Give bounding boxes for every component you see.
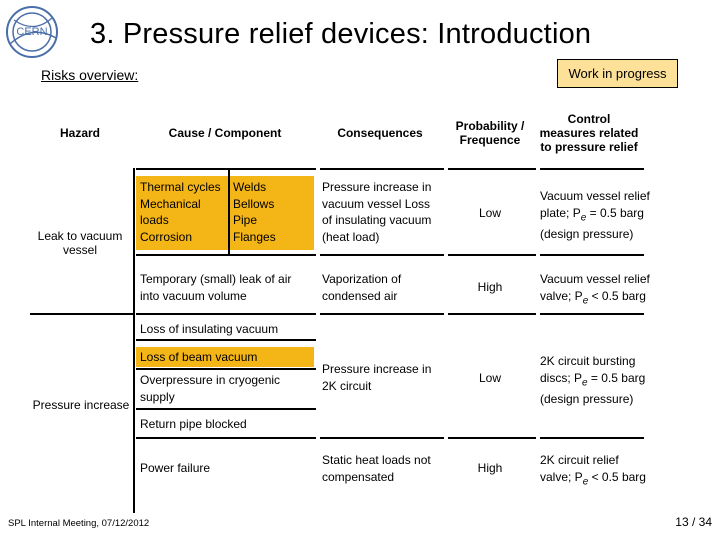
control-3: 2K circuit bursting discs; $P_e = 0.5$ barg (design pressure) [540, 354, 646, 407]
table-line [448, 437, 536, 439]
table-vline [133, 168, 135, 513]
header-consequences: Consequences [337, 125, 423, 140]
table-line [136, 313, 316, 315]
component-item: Pipe [233, 213, 258, 227]
slide-title: 3. Pressure relief devices: Introduction [90, 18, 592, 50]
component-item: Bellows [233, 196, 275, 211]
cause-temporary-leak: Temporary (small) leak of air into vacuum volume [140, 272, 292, 303]
work-in-progress-badge: Work in progress [557, 59, 678, 88]
table-line [448, 168, 536, 170]
cause-return-pipe: Return pipe blocked [140, 417, 247, 431]
table-line [136, 168, 316, 170]
header-probability: Probability / Frequence [455, 118, 525, 147]
control-1: Vacuum vessel relief plate; $P_e = 0.5$ barg (design pressure) [540, 189, 650, 242]
cause-power-failure: Power failure [140, 461, 211, 475]
table-vline [228, 168, 230, 254]
risks-subtitle: Risks overview: [41, 67, 139, 83]
table-line [540, 313, 644, 315]
logo-text: CERN [16, 26, 48, 38]
probability-2: High [477, 280, 503, 294]
header-control: Control measures related to pressure relief [539, 111, 639, 154]
table-line [136, 437, 316, 439]
consequence-3: Pressure increase in 2K circuit [322, 362, 432, 393]
cause-item: Thermal cycles [140, 180, 221, 194]
table-line [540, 437, 644, 439]
table-line [136, 368, 316, 370]
consequence-1: Pressure increase in vacuum vessel Loss of insulating vacuum (heat load) [322, 180, 432, 244]
probability-3: Low [478, 370, 501, 385]
consequence-4: Static heat loads not compensated [322, 453, 431, 484]
table-line [448, 313, 536, 315]
table-line [320, 168, 444, 170]
table-line [320, 313, 444, 315]
cause-item: Mechanical loads [140, 196, 201, 227]
page-number: 13 / 34 [675, 515, 712, 529]
control-2: Vacuum vessel relief valve; $P_e < 0.5$ barg [540, 272, 650, 306]
table-line [320, 437, 444, 439]
table-line [320, 254, 444, 256]
component-list [233, 179, 313, 245]
header-hazard: Hazard [59, 125, 100, 140]
cause-loss-beam: Loss of beam vacuum [140, 350, 258, 364]
table-line [136, 254, 316, 256]
table-line [136, 339, 316, 341]
cause-loss-insulating: Loss of insulating vacuum [140, 322, 279, 336]
hazard-leak: Leak to vacuum vessel [37, 229, 123, 257]
table-line [30, 313, 134, 315]
cause-overpressure: Overpressure in cryogenic supply [140, 373, 281, 404]
hazard-pressure-increase: Pressure increase [32, 398, 130, 412]
cause-thermal-list [140, 179, 228, 245]
consequence-2: Vaporization of condensed air [322, 272, 402, 303]
component-item: Flanges [233, 229, 276, 244]
table-line [448, 254, 536, 256]
control-4: 2K circuit relief valve; $P_e < 0.5$ barg [540, 453, 646, 487]
table-line [136, 408, 316, 410]
probability-1: Low [478, 206, 501, 220]
component-item: Welds [233, 180, 267, 194]
cern-logo [4, 4, 60, 60]
header-cause: Cause / Component [168, 125, 282, 140]
footer-text: SPL Internal Meeting, 07/12/2012 [8, 518, 150, 529]
table-line [540, 254, 644, 256]
probability-4: High [477, 461, 503, 475]
table-line [540, 168, 644, 170]
cause-item: Corrosion [140, 229, 193, 244]
